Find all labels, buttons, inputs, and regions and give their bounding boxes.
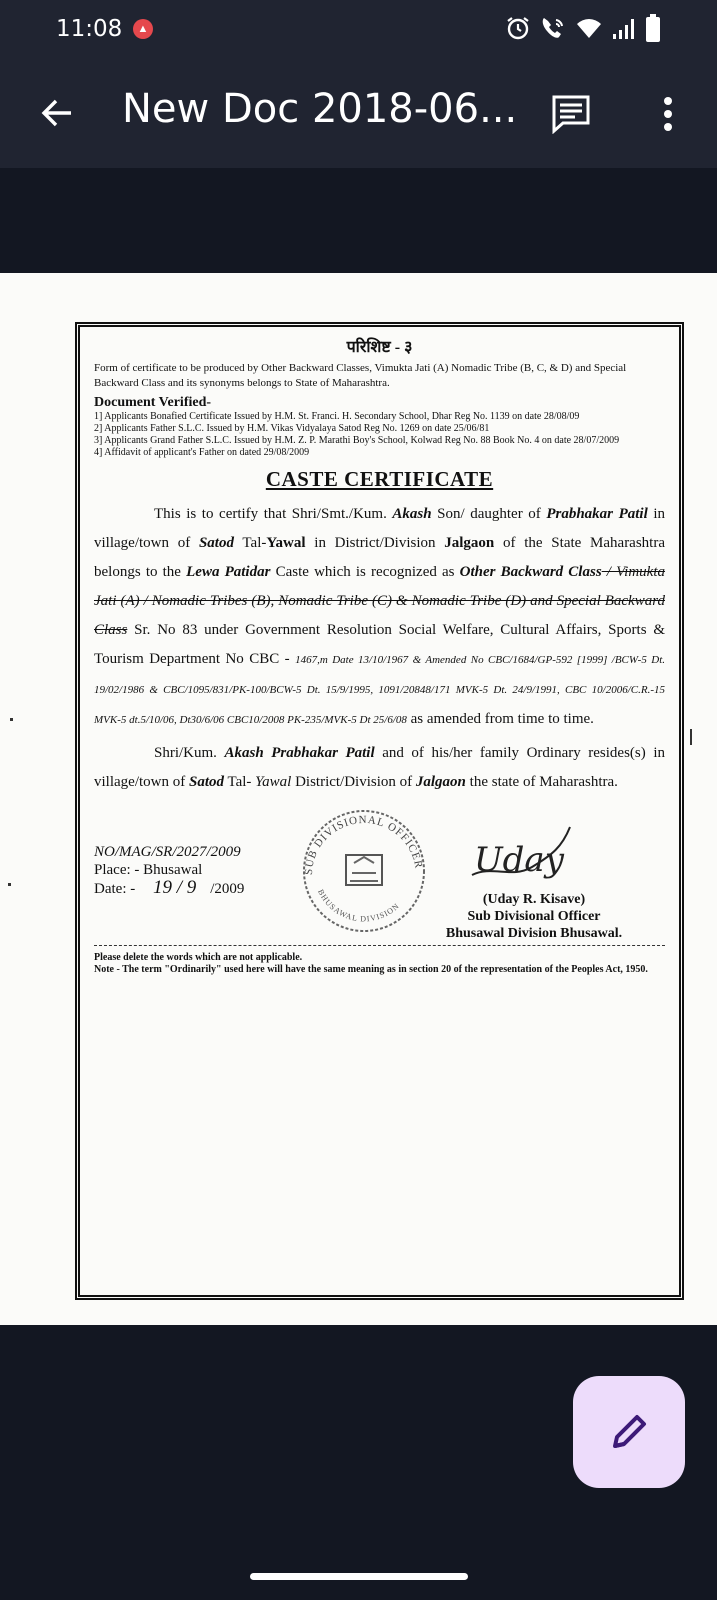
- handwritten-signature-icon: [466, 813, 576, 893]
- document-title: New Doc 2018-06...: [122, 86, 518, 132]
- certificate-heading: CASTE CERTIFICATE: [265, 467, 494, 491]
- documents-verified-heading: Document Verified-: [94, 395, 212, 410]
- verified-document-item: 3] Applicants Grand Father S.L.C. Issued by H.M. Z. P. Marathi Boy's School, Kolwad Reg No. 88 Book No. 4 on date 28/07/2009: [94, 435, 620, 446]
- place: Place: - Bhusawal: [94, 862, 203, 878]
- wifi-icon: [575, 16, 603, 40]
- svg-text:SUB DIVISIONAL OFFICER: SUB DIVISIONAL OFFICER: [302, 813, 425, 876]
- signature-block: [94, 803, 665, 943]
- note-ordinarily: Note - The term "Ordinarily" used here will have the same meaning as in section 20 of the representation of the Peoples Act, 1950.: [94, 964, 648, 975]
- annexure-title: परिशिष्ट - ३: [346, 339, 413, 356]
- app-bar: [0, 58, 717, 168]
- verified-document-item: 4] Affidavit of applicant's Father on dated 29/08/2009: [94, 447, 310, 458]
- status-time: 11:08: [56, 16, 123, 42]
- applicant-first-name: Akash: [392, 506, 432, 522]
- certificate-paragraph-2: Shri/Kum. Akash Prabhakar Patil and of his/her family Ordinary resides(s) in village/town of Satod Tal- Yawal District/Division of Jalgaon the state of Maharashtra.: [94, 745, 665, 790]
- divider: [94, 945, 665, 946]
- more-vert-icon: [663, 97, 673, 131]
- notes-icon: [551, 94, 591, 134]
- caste-certificate: [75, 322, 684, 1300]
- reference-details: [94, 843, 244, 898]
- form-description: Form of certificate to be produced by Other Backward Classes, Vimukta Jati (A) Nomadic Tribe (B, C, & D) and Special Backward Class and its synonyms belongs to State of Maharashtra.: [94, 362, 627, 389]
- signal-icon: [611, 16, 637, 40]
- notes: [94, 952, 665, 976]
- document-page[interactable]: [0, 273, 717, 1325]
- svg-text:Uday: Uday: [474, 840, 564, 880]
- officer-office: Bhusawal Division Bhusawal.: [445, 926, 623, 941]
- verified-document-item: 2] Applicants Father S.L.C. Issued by H.M. Vikas Vidyalaya Satod Reg No. 1269 on date 25/06/81: [94, 423, 490, 434]
- certificate-paragraph-1: This is to certify that Shri/Smt./Kum. Akash Son/ daughter of Prabhakar Patil in village/town of Satod Tal-Yawal in District/Division Jalgaon of the State Maharashtra belongs to the Lewa Patidar Caste which is recognized as Other Backward Class / Vimukta Jati (A) / Nomadic Tribes (B), Nomadic Tribe (C) & Nomadic Tribe (D) and Special Backward Class Sr. No 83 under Government Resolution Social Welfare, Cultural Affairs, Sports & Tourism Department No CBC - 1467,m Date 13/10/1967 & Amended No CBC/1684/GP-592 [1999] /BCW-5 Dt. 19/02/1986 & CBC/1095/831/PK-100/BCW-5 Dt. 15/9/1995, 1091/20848/171 MVK-5 Dt. 24/9/1991, CBC 10/2006/C.R.-15 MVK-5 dt.5/10/06, Dt30/6/06 CBC10/2008 PK-235/MVK-5 Dt 25/6/08 as amended from time to time.: [94, 506, 666, 727]
- more-options-button[interactable]: [648, 91, 688, 137]
- caste-category: Other Backward Class: [459, 564, 602, 580]
- date: Date: - 19 / 9 /2009: [94, 877, 245, 898]
- svg-text:BHUSAWAL DIVISION: BHUSAWAL DIVISION: [316, 887, 402, 924]
- pencil-icon: [607, 1410, 651, 1454]
- status-icons: [505, 14, 661, 42]
- officer-details: [424, 891, 644, 942]
- note-delete: Please delete the words which are not applicable.: [94, 952, 303, 963]
- applicant-full-name: Akash Prabhakar Patil: [224, 745, 375, 761]
- wifi-calling-icon: [539, 15, 567, 41]
- home-gesture-handle[interactable]: [250, 1573, 468, 1580]
- officer-name: (Uday R. Kisave): [482, 892, 586, 907]
- officer-title: Sub Divisional Officer: [467, 909, 601, 924]
- reference-number: NO/MAG/SR/2027/2009: [94, 844, 241, 860]
- government-resolution-refs: 1467,m Date 13/10/1967 & Amended No CBC/1684/GP-592 [1999] /BCW-5 Dt. 19/02/1986 & CBC/1095/831/PK-100/BCW-5 Dt. 15/9/1995, 1091/20848/171 MVK-5 Dt. 24/9/1991, CBC 10/2006/C.R.-15 MVK-5 dt.5/10/06, Dt30/6/06 CBC10/2008 PK-235/MVK-5 Dt 25/6/08: [94, 654, 666, 726]
- back-arrow-icon: [39, 95, 75, 131]
- alarm-icon: [505, 15, 531, 41]
- father-name: Prabhakar Patil: [546, 506, 648, 522]
- official-seal-icon: [294, 803, 434, 933]
- edit-button[interactable]: [573, 1376, 685, 1488]
- caste-name: Lewa Patidar: [186, 564, 271, 580]
- back-button[interactable]: [34, 90, 80, 136]
- battery-icon: [645, 14, 661, 42]
- struck-categories: / Vimukta Jati (A) / Nomadic Tribes (B), Nomadic Tribe (C) & Nomadic Tribe (D) and Special Backward Class: [94, 564, 666, 638]
- notes-button[interactable]: [548, 91, 594, 137]
- status-bar: [0, 0, 717, 58]
- verified-document-item: 1] Applicants Bonafied Certificate Issued by H.M. St. Franci. H. Secondary School, Dhar Reg No. 1139 on date 28/08/09: [94, 411, 580, 422]
- notification-badge-icon: ▲: [133, 19, 153, 39]
